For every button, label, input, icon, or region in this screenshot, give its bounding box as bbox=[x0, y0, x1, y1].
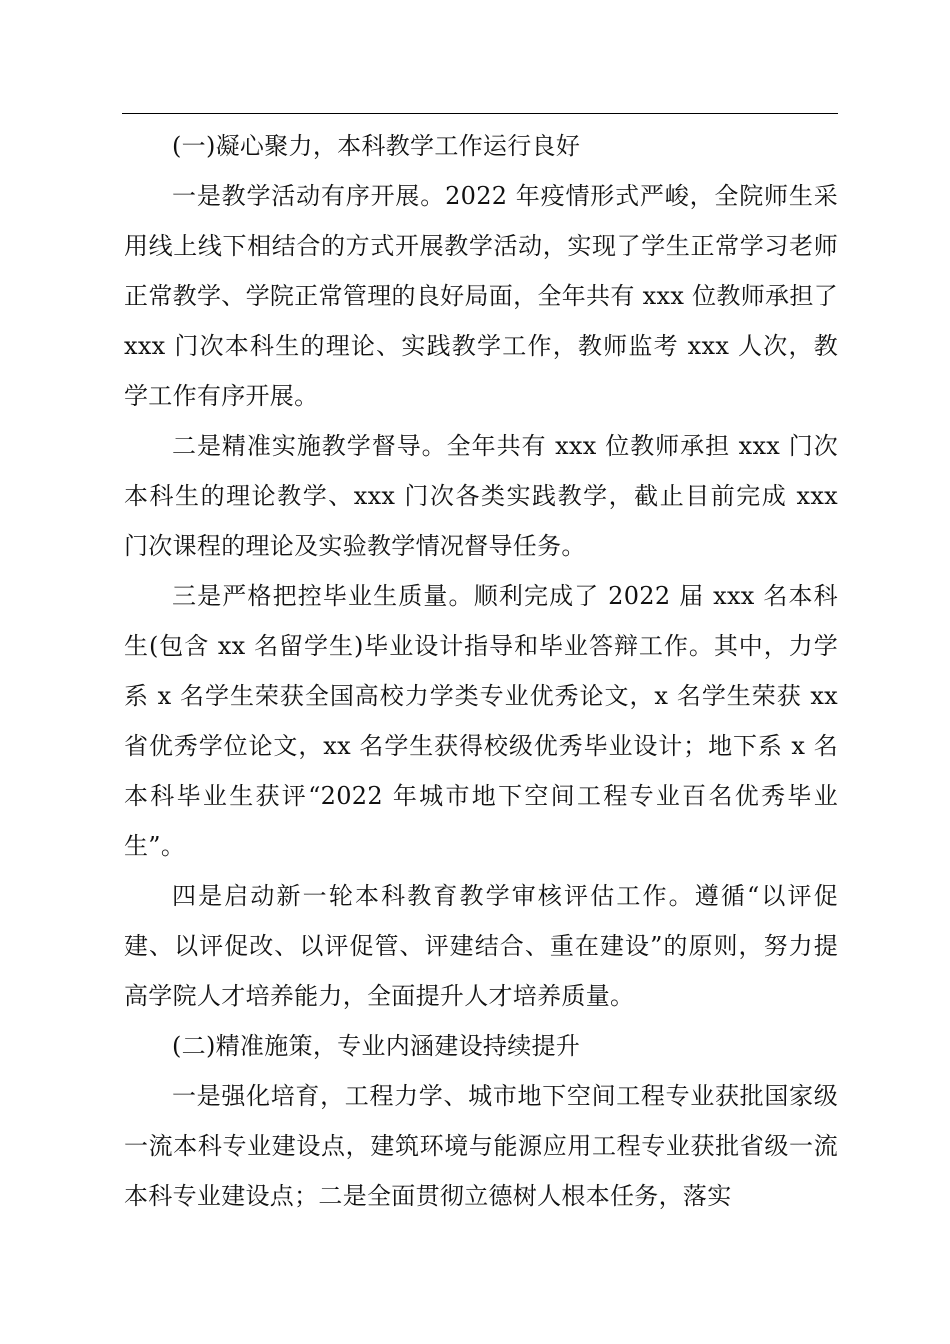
paragraph-major-construction: 一是强化培育，工程力学、城市地下空间工程专业获批国家级一流本科专业建设点，建筑环境与能源应用工程专业获批省级一流本科专业建设点；二是全面贯彻立德树人根本任务，落实 bbox=[124, 1082, 838, 1210]
document-body bbox=[124, 121, 838, 1221]
paragraph-graduate-quality: 三是严格把控毕业生质量。顺利完成了 2022 届 xxx 名本科生(包含 xx 名留学生)毕业设计指导和毕业答辩工作。其中，力学系 x 名学生荣获全国高校力学类专业优秀论文，x 名学生荣获 xx 省优秀学位论文，xx 名学生获得校级优秀毕业设计；地下系 x 名本科毕业生获评“2022 年城市地下空间工程专业百名优秀毕业生”。 bbox=[124, 582, 838, 860]
header-rule bbox=[122, 113, 838, 114]
paragraph-review-evaluation: 四是启动新一轮本科教育教学审核评估工作。遵循“以评促建、以评促改、以评促管、评建结合、重在建设”的原则，努力提高学院人才培养能力，全面提升人才培养质量。 bbox=[124, 882, 838, 1010]
paragraph-teaching-supervision: 二是精准实施教学督导。全年共有 xxx 位教师承担 xxx 门次本科生的理论教学、xxx 门次各类实践教学，截止目前完成 xxx 门次课程的理论及实验教学情况督导任务。 bbox=[124, 432, 838, 560]
section-heading-2: (二)精准施策，专业内涵建设持续提升 bbox=[172, 1032, 581, 1060]
paragraph-teaching-activities: 一是教学活动有序开展。2022 年疫情形式严峻，全院师生采用线上线下相结合的方式开展教学活动，实现了学生正常学习老师正常教学、学院正常管理的良好局面，全年共有 xxx 位教师承担了 xxx 门次本科生的理论、实践教学工作，教师监考 xxx 人次，教学工作有序开展。 bbox=[124, 182, 838, 410]
section-heading-1: (一)凝心聚力，本科教学工作运行良好 bbox=[172, 132, 581, 160]
